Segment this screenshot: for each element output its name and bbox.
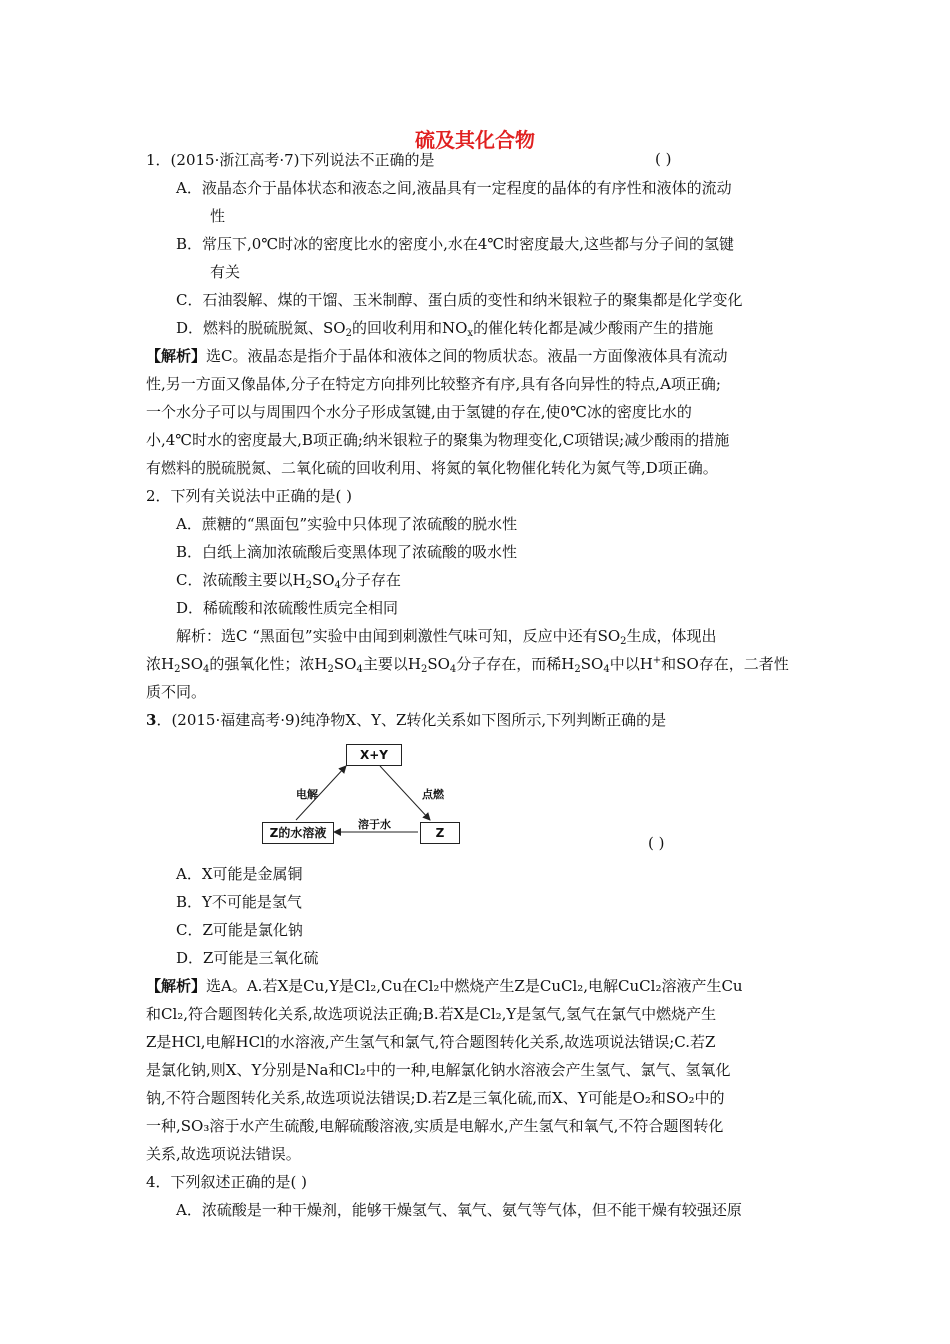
label-ignite: 点燃 (422, 788, 444, 801)
q3-option-b: B．Y不可能是氢气 (176, 893, 302, 911)
q3-answer-blank: ( ) (648, 834, 665, 852)
q3-analysis-line7: 关系,故选项说法错误。 (146, 1145, 301, 1163)
q4-stem: 4．下列叙述正确的是( ) (146, 1173, 308, 1191)
q1-analysis-line1: 【解析】选C。液晶态是指介于晶体和液体之间的物质状态。液晶一方面像液体具有流动 (146, 347, 728, 365)
q1-option-a-line1: A．液晶态介于晶体状态和液态之间,液晶具有一定程度的晶体的有序性和液体的流动 (176, 179, 732, 197)
q2-analysis-line3: 质不同。 (146, 683, 207, 701)
q1-option-c: C．石油裂解、煤的干馏、玉米制醇、蛋白质的变性和纳米银粒子的聚集都是化学变化 (176, 291, 743, 309)
q1-analysis-line4: 小,4℃时水的密度最大,B项正确;纳米银粒子的聚集为物理变化,C项错误;减少酸雨的措施 (146, 431, 730, 449)
q1-option-d: D．燃料的脱硫脱氮、$SO_2$的回收利用和$NO_x$的催化转化都是减少酸雨产生的措施 (176, 319, 714, 339)
q3-analysis-line6: 一种,SO₃溶于水产生硫酸,电解硫酸溶液,实质是电解水,产生氢气和氧气,不符合题图转化 (146, 1117, 724, 1135)
q2-analysis-line2: 浓$H_2SO_4$的强氧化性；浓$H_2SO_4$主要以$H_2SO_4$分子存在，而稀$H_2SO_4$中以H+和SO存在，二者性 (146, 655, 789, 675)
q3-analysis-line5: 钠,不符合题图转化关系,故选项说法错误;D.若Z是三氧化硫,而X、Y可能是O₂和SO₂中的 (146, 1089, 725, 1107)
q1-option-b-line2: 有关 (210, 263, 241, 281)
label-electrolysis: 电解 (296, 788, 318, 801)
q3-option-c: C．Z可能是氯化钠 (176, 921, 303, 939)
q2-option-d: D．稀硫酸和浓硫酸性质完全相同 (176, 599, 399, 617)
q1-stem: 1．(2015·浙江高考·7)下列说法不正确的是 (146, 151, 435, 169)
q3-option-d: D．Z可能是三氧化硫 (176, 949, 319, 967)
q3-analysis-line3: Z是HCl,电解HCl的水溶液,产生氢气和氯气,符合题图转化关系,故选项说法错误;C.若Z (146, 1033, 716, 1051)
q4-option-a: A．浓硫酸是一种干燥剂，能够干燥氢气、氧气、氨气等气体，但不能干燥有较强还原 (176, 1201, 742, 1219)
q1-answer-blank: ( ) (655, 150, 672, 168)
q2-option-b: B．白纸上滴加浓硫酸后变黑体现了浓硫酸的吸水性 (176, 543, 518, 561)
q1-option-b-line1: B．常压下,0℃时冰的密度比水的密度小,水在4℃时密度最大,这些都与分子间的氢键 (176, 235, 734, 253)
q2-analysis-line1: 解析：选C “黑面包”实验中由闻到刺激性气味可知，反应中还有$SO_2$生成，体现出 (176, 627, 717, 647)
q3-analysis-line2: 和Cl₂,符合题图转化关系,故选项说法正确;B.若X是Cl₂,Y是氢气,氢气在氯气中燃烧产生 (146, 1005, 717, 1023)
q3-analysis-line1: 【解析】选A。A.若X是Cu,Y是Cl₂,Cu在Cl₂中燃烧产生Z是CuCl₂,电解CuCl₂溶液产生Cu (146, 977, 743, 995)
label-dissolve: 溶于水 (358, 818, 391, 831)
q2-stem: 2．下列有关说法中正确的是( ) (146, 487, 353, 505)
page-title: 硫及其化合物 (415, 128, 535, 152)
q3-stem: 3．(2015·福建高考·9)纯净物X、Y、Z转化关系如下图所示,下列判断正确的是 (146, 711, 667, 729)
box-z-solution: Z的水溶液 (262, 822, 334, 844)
q2-option-c: C．浓硫酸主要以$H_2SO_4$分子存在 (176, 571, 401, 591)
q1-analysis-line2: 性,另一方面又像晶体,分子在特定方向排列比较整齐有序,具有各向异性的特点,A项正确; (146, 375, 721, 393)
q1-analysis-line5: 有燃料的脱硫脱氮、二氧化硫的回收利用、将氮的氧化物催化转化为氮气等,D项正确。 (146, 459, 718, 477)
q2-option-a: A．蔗糖的“黑面包”实验中只体现了浓硫酸的脱水性 (176, 515, 518, 533)
q3-analysis-line4: 是氯化钠,则X、Y分别是Na和Cl₂中的一种,电解氯化钠水溶液会产生氢气、氯气、氢氧化 (146, 1061, 731, 1079)
q3-option-a: A．X可能是金属铜 (176, 865, 303, 883)
box-z: Z (420, 822, 460, 844)
q1-analysis-line3: 一个水分子可以与周围四个水分子形成氢键,由于氢键的存在,使0℃冰的密度比水的 (146, 403, 692, 421)
box-x-plus-y: X+Y (346, 744, 402, 766)
conversion-diagram (262, 742, 462, 850)
q1-option-a-line2: 性 (210, 207, 226, 225)
